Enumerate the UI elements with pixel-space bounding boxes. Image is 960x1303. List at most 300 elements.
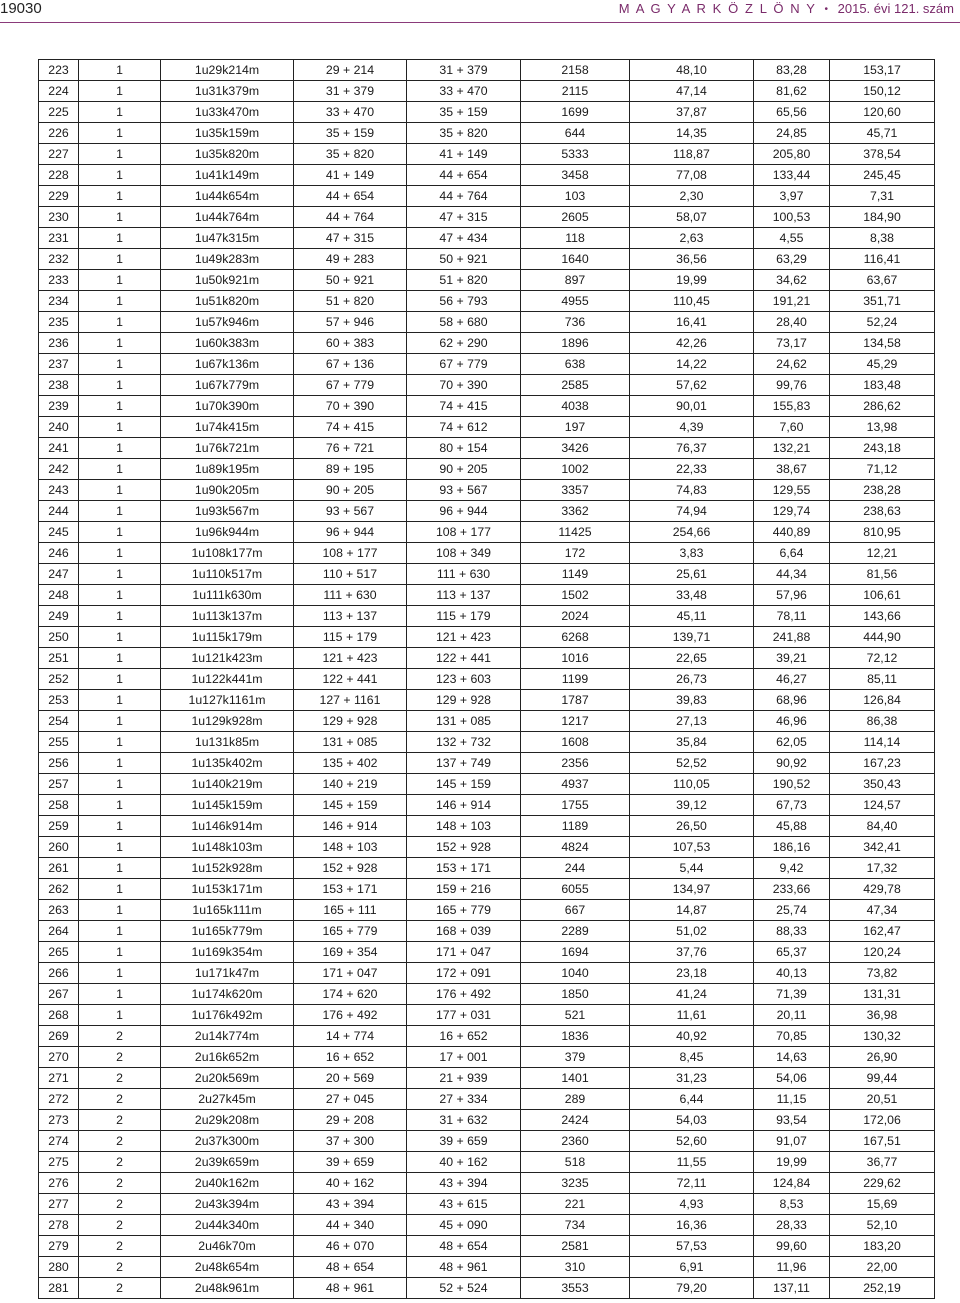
cell-end-chainage: 47 + 434	[407, 228, 521, 249]
table-row	[39, 1215, 935, 1236]
table-row	[39, 459, 935, 480]
cell-value-b: 132,21	[754, 438, 830, 459]
cell-start-chainage: 43 + 394	[294, 1194, 407, 1215]
cell-start-chainage: 51 + 820	[294, 291, 407, 312]
cell-segment-id: 1u96k944m	[161, 522, 294, 543]
cell-row-number: 227	[39, 144, 79, 165]
cell-value-a: 37,87	[630, 102, 754, 123]
cell-section-code: 1	[79, 123, 161, 144]
cell-value-b: 6,64	[754, 543, 830, 564]
cell-segment-id: 1u57k946m	[161, 312, 294, 333]
table-row	[39, 690, 935, 711]
cell-segment-id: 1u148k103m	[161, 837, 294, 858]
cell-value-c: 167,51	[830, 1131, 935, 1152]
cell-row-number: 268	[39, 1005, 79, 1026]
cell-length: 1016	[521, 648, 630, 669]
cell-section-code: 2	[79, 1194, 161, 1215]
cell-length: 1217	[521, 711, 630, 732]
cell-value-a: 4,39	[630, 417, 754, 438]
cell-value-a: 19,99	[630, 270, 754, 291]
table-row	[39, 1152, 935, 1173]
table-row	[39, 858, 935, 879]
cell-value-c: 150,12	[830, 81, 935, 102]
cell-value-a: 22,65	[630, 648, 754, 669]
cell-start-chainage: 148 + 103	[294, 837, 407, 858]
cell-segment-id: 1u140k219m	[161, 774, 294, 795]
cell-length: 2581	[521, 1236, 630, 1257]
cell-value-c: 72,12	[830, 648, 935, 669]
cell-end-chainage: 108 + 177	[407, 522, 521, 543]
cell-end-chainage: 113 + 137	[407, 585, 521, 606]
cell-value-b: 11,15	[754, 1089, 830, 1110]
cell-end-chainage: 31 + 632	[407, 1110, 521, 1131]
cell-start-chainage: 146 + 914	[294, 816, 407, 837]
cell-end-chainage: 74 + 415	[407, 396, 521, 417]
cell-segment-id: 1u171k47m	[161, 963, 294, 984]
cell-section-code: 2	[79, 1278, 161, 1299]
cell-segment-id: 2u43k394m	[161, 1194, 294, 1215]
cell-section-code: 1	[79, 396, 161, 417]
cell-segment-id: 2u20k569m	[161, 1068, 294, 1089]
table-row	[39, 1026, 935, 1047]
cell-end-chainage: 90 + 205	[407, 459, 521, 480]
table-row	[39, 333, 935, 354]
cell-value-c: 350,43	[830, 774, 935, 795]
cell-section-code: 1	[79, 921, 161, 942]
cell-value-a: 26,50	[630, 816, 754, 837]
cell-start-chainage: 49 + 283	[294, 249, 407, 270]
cell-value-c: 17,32	[830, 858, 935, 879]
title-separator: •	[824, 4, 830, 15]
cell-segment-id: 1u76k721m	[161, 438, 294, 459]
cell-value-a: 52,60	[630, 1131, 754, 1152]
cell-segment-id: 1u113k137m	[161, 606, 294, 627]
cell-start-chainage: 35 + 820	[294, 144, 407, 165]
cell-end-chainage: 16 + 652	[407, 1026, 521, 1047]
cell-row-number: 252	[39, 669, 79, 690]
cell-value-a: 4,93	[630, 1194, 754, 1215]
table-row	[39, 774, 935, 795]
cell-section-code: 1	[79, 648, 161, 669]
cell-value-b: 67,73	[754, 795, 830, 816]
cell-start-chainage: 37 + 300	[294, 1131, 407, 1152]
cell-row-number: 270	[39, 1047, 79, 1068]
cell-length: 3553	[521, 1278, 630, 1299]
cell-value-c: 252,19	[830, 1278, 935, 1299]
cell-row-number: 239	[39, 396, 79, 417]
cell-end-chainage: 39 + 659	[407, 1131, 521, 1152]
cell-start-chainage: 140 + 219	[294, 774, 407, 795]
cell-length: 2024	[521, 606, 630, 627]
cell-value-c: 12,21	[830, 543, 935, 564]
cell-length: 518	[521, 1152, 630, 1173]
cell-value-c: 36,98	[830, 1005, 935, 1026]
cell-segment-id: 1u153k171m	[161, 879, 294, 900]
cell-value-c: 124,57	[830, 795, 935, 816]
cell-segment-id: 1u44k654m	[161, 186, 294, 207]
cell-value-c: 8,38	[830, 228, 935, 249]
cell-value-c: 45,71	[830, 123, 935, 144]
cell-value-b: 88,33	[754, 921, 830, 942]
cell-segment-id: 2u44k340m	[161, 1215, 294, 1236]
cell-length: 6055	[521, 879, 630, 900]
cell-end-chainage: 159 + 216	[407, 879, 521, 900]
cell-length: 1040	[521, 963, 630, 984]
cell-value-b: 68,96	[754, 690, 830, 711]
cell-start-chainage: 76 + 721	[294, 438, 407, 459]
table-row	[39, 816, 935, 837]
cell-end-chainage: 80 + 154	[407, 438, 521, 459]
cell-start-chainage: 60 + 383	[294, 333, 407, 354]
cell-end-chainage: 56 + 793	[407, 291, 521, 312]
cell-value-b: 440,89	[754, 522, 830, 543]
cell-value-c: 183,20	[830, 1236, 935, 1257]
cell-start-chainage: 46 + 070	[294, 1236, 407, 1257]
cell-value-a: 57,53	[630, 1236, 754, 1257]
cell-length: 4955	[521, 291, 630, 312]
cell-start-chainage: 20 + 569	[294, 1068, 407, 1089]
cell-value-a: 40,92	[630, 1026, 754, 1047]
cell-value-a: 14,35	[630, 123, 754, 144]
cell-segment-id: 1u169k354m	[161, 942, 294, 963]
cell-end-chainage: 108 + 349	[407, 543, 521, 564]
cell-end-chainage: 146 + 914	[407, 795, 521, 816]
cell-segment-id: 1u51k820m	[161, 291, 294, 312]
cell-row-number: 236	[39, 333, 79, 354]
cell-value-a: 51,02	[630, 921, 754, 942]
table-row	[39, 123, 935, 144]
cell-row-number: 249	[39, 606, 79, 627]
cell-section-code: 1	[79, 459, 161, 480]
cell-end-chainage: 171 + 047	[407, 942, 521, 963]
cell-value-c: 229,62	[830, 1173, 935, 1194]
cell-segment-id: 1u165k111m	[161, 900, 294, 921]
cell-value-b: 93,54	[754, 1110, 830, 1131]
cell-value-b: 3,97	[754, 186, 830, 207]
cell-section-code: 1	[79, 270, 161, 291]
cell-row-number: 279	[39, 1236, 79, 1257]
cell-end-chainage: 41 + 149	[407, 144, 521, 165]
cell-start-chainage: 115 + 179	[294, 627, 407, 648]
cell-segment-id: 1u129k928m	[161, 711, 294, 732]
cell-length: 1699	[521, 102, 630, 123]
table-row	[39, 795, 935, 816]
cell-length: 118	[521, 228, 630, 249]
table-row	[39, 1236, 935, 1257]
table-row	[39, 1110, 935, 1131]
cell-end-chainage: 58 + 680	[407, 312, 521, 333]
cell-value-b: 8,53	[754, 1194, 830, 1215]
cell-length: 103	[521, 186, 630, 207]
cell-value-b: 205,80	[754, 144, 830, 165]
cell-section-code: 1	[79, 102, 161, 123]
cell-end-chainage: 43 + 615	[407, 1194, 521, 1215]
cell-value-a: 72,11	[630, 1173, 754, 1194]
cell-section-code: 1	[79, 480, 161, 501]
cell-start-chainage: 41 + 149	[294, 165, 407, 186]
cell-row-number: 240	[39, 417, 79, 438]
journal-title	[619, 1, 954, 18]
cell-start-chainage: 174 + 620	[294, 984, 407, 1005]
cell-row-number: 257	[39, 774, 79, 795]
cell-length: 172	[521, 543, 630, 564]
cell-length: 4824	[521, 837, 630, 858]
cell-end-chainage: 48 + 654	[407, 1236, 521, 1257]
cell-segment-id: 1u60k383m	[161, 333, 294, 354]
cell-end-chainage: 27 + 334	[407, 1089, 521, 1110]
table-row	[39, 1278, 935, 1299]
cell-segment-id: 1u93k567m	[161, 501, 294, 522]
table-row	[39, 942, 935, 963]
cell-value-a: 16,36	[630, 1215, 754, 1236]
cell-segment-id: 1u33k470m	[161, 102, 294, 123]
data-table	[38, 59, 935, 1299]
table-row	[39, 711, 935, 732]
cell-row-number: 269	[39, 1026, 79, 1047]
cell-length: 289	[521, 1089, 630, 1110]
cell-segment-id: 1u127k1161m	[161, 690, 294, 711]
cell-value-a: 14,22	[630, 354, 754, 375]
cell-value-a: 76,37	[630, 438, 754, 459]
cell-value-c: 153,17	[830, 60, 935, 81]
cell-value-b: 65,56	[754, 102, 830, 123]
cell-value-c: 84,40	[830, 816, 935, 837]
cell-segment-id: 2u27k45m	[161, 1089, 294, 1110]
cell-value-c: 126,84	[830, 690, 935, 711]
cell-value-a: 27,13	[630, 711, 754, 732]
cell-segment-id: 1u165k779m	[161, 921, 294, 942]
cell-start-chainage: 145 + 159	[294, 795, 407, 816]
cell-value-b: 233,66	[754, 879, 830, 900]
cell-value-c: 238,63	[830, 501, 935, 522]
cell-value-b: 62,05	[754, 732, 830, 753]
cell-section-code: 1	[79, 711, 161, 732]
table-row	[39, 963, 935, 984]
cell-value-c: 351,71	[830, 291, 935, 312]
cell-start-chainage: 127 + 1161	[294, 690, 407, 711]
cell-end-chainage: 35 + 159	[407, 102, 521, 123]
cell-value-b: 24,85	[754, 123, 830, 144]
cell-row-number: 280	[39, 1257, 79, 1278]
cell-length: 734	[521, 1215, 630, 1236]
cell-end-chainage: 153 + 171	[407, 858, 521, 879]
cell-row-number: 271	[39, 1068, 79, 1089]
cell-row-number: 246	[39, 543, 79, 564]
cell-value-c: 47,34	[830, 900, 935, 921]
cell-start-chainage: 48 + 961	[294, 1278, 407, 1299]
cell-row-number: 267	[39, 984, 79, 1005]
table-row	[39, 480, 935, 501]
cell-row-number: 265	[39, 942, 79, 963]
cell-row-number: 226	[39, 123, 79, 144]
cell-length: 2424	[521, 1110, 630, 1131]
table-row	[39, 291, 935, 312]
cell-section-code: 1	[79, 291, 161, 312]
cell-value-b: 54,06	[754, 1068, 830, 1089]
cell-section-code: 1	[79, 984, 161, 1005]
cell-section-code: 1	[79, 144, 161, 165]
cell-end-chainage: 165 + 779	[407, 900, 521, 921]
cell-section-code: 1	[79, 690, 161, 711]
cell-section-code: 2	[79, 1152, 161, 1173]
cell-section-code: 1	[79, 375, 161, 396]
cell-end-chainage: 67 + 779	[407, 354, 521, 375]
cell-segment-id: 2u14k774m	[161, 1026, 294, 1047]
table-row	[39, 606, 935, 627]
table-row	[39, 1257, 935, 1278]
cell-end-chainage: 121 + 423	[407, 627, 521, 648]
cell-value-a: 58,07	[630, 207, 754, 228]
cell-row-number: 273	[39, 1110, 79, 1131]
cell-section-code: 1	[79, 564, 161, 585]
cell-segment-id: 2u37k300m	[161, 1131, 294, 1152]
cell-value-b: 91,07	[754, 1131, 830, 1152]
cell-start-chainage: 111 + 630	[294, 585, 407, 606]
cell-length: 310	[521, 1257, 630, 1278]
cell-length: 1608	[521, 732, 630, 753]
cell-segment-id: 1u176k492m	[161, 1005, 294, 1026]
cell-length: 4038	[521, 396, 630, 417]
cell-value-c: 342,41	[830, 837, 935, 858]
cell-section-code: 1	[79, 81, 161, 102]
cell-length: 1755	[521, 795, 630, 816]
cell-value-b: 46,96	[754, 711, 830, 732]
cell-section-code: 1	[79, 333, 161, 354]
cell-row-number: 248	[39, 585, 79, 606]
table-row	[39, 417, 935, 438]
cell-segment-id: 1u31k379m	[161, 81, 294, 102]
cell-value-b: 24,62	[754, 354, 830, 375]
cell-value-a: 8,45	[630, 1047, 754, 1068]
table-row	[39, 1089, 935, 1110]
cell-value-c: 85,11	[830, 669, 935, 690]
cell-section-code: 2	[79, 1215, 161, 1236]
cell-value-a: 33,48	[630, 585, 754, 606]
cell-end-chainage: 44 + 764	[407, 186, 521, 207]
cell-length: 6268	[521, 627, 630, 648]
cell-value-c: 116,41	[830, 249, 935, 270]
cell-segment-id: 2u16k652m	[161, 1047, 294, 1068]
cell-row-number: 254	[39, 711, 79, 732]
cell-section-code: 2	[79, 1131, 161, 1152]
cell-length: 1002	[521, 459, 630, 480]
cell-start-chainage: 27 + 045	[294, 1089, 407, 1110]
cell-value-b: 14,63	[754, 1047, 830, 1068]
cell-section-code: 1	[79, 606, 161, 627]
cell-value-a: 11,55	[630, 1152, 754, 1173]
issue-number: 2015. évi 121. szám	[837, 1, 954, 16]
cell-length: 3426	[521, 438, 630, 459]
cell-value-a: 5,44	[630, 858, 754, 879]
cell-section-code: 1	[79, 417, 161, 438]
cell-value-b: 81,62	[754, 81, 830, 102]
cell-start-chainage: 110 + 517	[294, 564, 407, 585]
cell-start-chainage: 35 + 159	[294, 123, 407, 144]
cell-segment-id: 1u122k441m	[161, 669, 294, 690]
cell-row-number: 259	[39, 816, 79, 837]
cell-end-chainage: 48 + 961	[407, 1257, 521, 1278]
cell-section-code: 1	[79, 312, 161, 333]
cell-end-chainage: 51 + 820	[407, 270, 521, 291]
cell-section-code: 2	[79, 1068, 161, 1089]
cell-value-b: 133,44	[754, 165, 830, 186]
cell-segment-id: 2u39k659m	[161, 1152, 294, 1173]
cell-segment-id: 1u89k195m	[161, 459, 294, 480]
cell-end-chainage: 148 + 103	[407, 816, 521, 837]
cell-value-a: 25,61	[630, 564, 754, 585]
cell-value-c: 15,69	[830, 1194, 935, 1215]
cell-value-b: 11,96	[754, 1257, 830, 1278]
cell-value-c: 184,90	[830, 207, 935, 228]
cell-end-chainage: 132 + 732	[407, 732, 521, 753]
cell-row-number: 230	[39, 207, 79, 228]
cell-start-chainage: 29 + 214	[294, 60, 407, 81]
cell-start-chainage: 90 + 205	[294, 480, 407, 501]
cell-start-chainage: 165 + 779	[294, 921, 407, 942]
cell-segment-id: 1u146k914m	[161, 816, 294, 837]
cell-segment-id: 1u67k779m	[161, 375, 294, 396]
cell-end-chainage: 168 + 039	[407, 921, 521, 942]
cell-length: 3357	[521, 480, 630, 501]
cell-length: 5333	[521, 144, 630, 165]
cell-segment-id: 2u48k961m	[161, 1278, 294, 1299]
cell-value-b: 78,11	[754, 606, 830, 627]
cell-value-c: 52,24	[830, 312, 935, 333]
cell-start-chainage: 171 + 047	[294, 963, 407, 984]
cell-value-b: 7,60	[754, 417, 830, 438]
cell-row-number: 262	[39, 879, 79, 900]
cell-length: 2605	[521, 207, 630, 228]
cell-value-b: 70,85	[754, 1026, 830, 1047]
cell-value-a: 57,62	[630, 375, 754, 396]
cell-row-number: 231	[39, 228, 79, 249]
cell-end-chainage: 129 + 928	[407, 690, 521, 711]
journal-name: M A G Y A R K Ö Z L Ö N Y	[618, 1, 817, 16]
cell-end-chainage: 52 + 524	[407, 1278, 521, 1299]
cell-end-chainage: 44 + 654	[407, 165, 521, 186]
cell-end-chainage: 74 + 612	[407, 417, 521, 438]
table-row	[39, 1047, 935, 1068]
cell-end-chainage: 35 + 820	[407, 123, 521, 144]
cell-length: 221	[521, 1194, 630, 1215]
cell-section-code: 1	[79, 963, 161, 984]
cell-segment-id: 1u50k921m	[161, 270, 294, 291]
cell-segment-id: 1u152k928m	[161, 858, 294, 879]
table-row	[39, 228, 935, 249]
page-number: 19030	[0, 0, 42, 17]
table-row	[39, 984, 935, 1005]
table-row	[39, 753, 935, 774]
cell-row-number: 278	[39, 1215, 79, 1236]
table-row	[39, 1068, 935, 1089]
table-row	[39, 837, 935, 858]
cell-section-code: 1	[79, 858, 161, 879]
cell-value-b: 90,92	[754, 753, 830, 774]
cell-end-chainage: 123 + 603	[407, 669, 521, 690]
cell-value-c: 120,60	[830, 102, 935, 123]
cell-value-b: 20,11	[754, 1005, 830, 1026]
cell-value-c: 73,82	[830, 963, 935, 984]
cell-end-chainage: 115 + 179	[407, 606, 521, 627]
cell-segment-id: 1u90k205m	[161, 480, 294, 501]
table-row	[39, 249, 935, 270]
cell-value-c: 134,58	[830, 333, 935, 354]
cell-value-c: 444,90	[830, 627, 935, 648]
cell-value-b: 46,27	[754, 669, 830, 690]
cell-value-c: 52,10	[830, 1215, 935, 1236]
table-row	[39, 1194, 935, 1215]
cell-length: 736	[521, 312, 630, 333]
